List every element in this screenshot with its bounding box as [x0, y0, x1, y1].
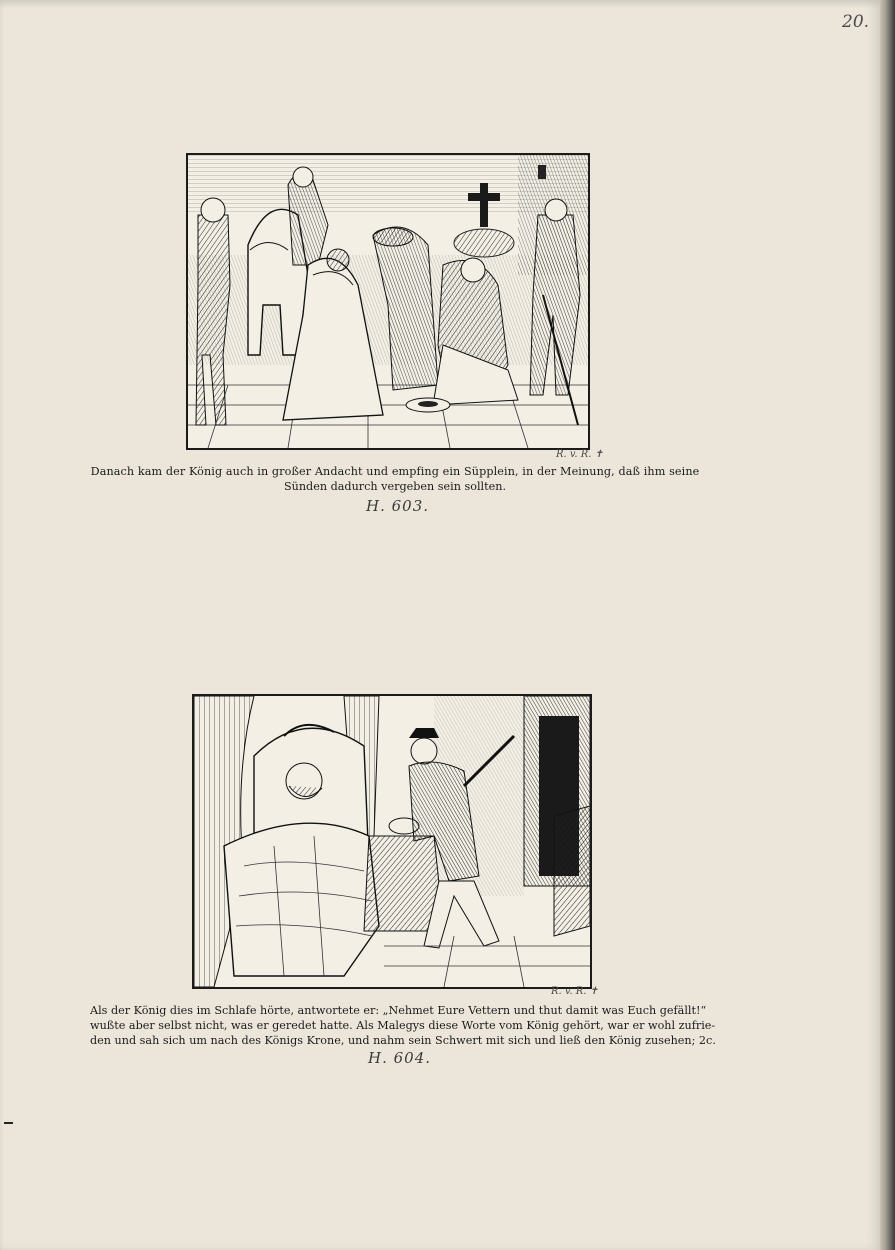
caption-1	[90, 464, 700, 494]
handwritten-reference-2: H. 604.	[368, 1049, 432, 1067]
engraving-1-artwork	[188, 155, 588, 448]
caption-2-line-1: Als der König dies im Schlafe hörte, antwortete er: „Nehmet Eure Vettern und thut damit was Euch gefällt!“	[90, 1004, 707, 1017]
page-number: 20.	[842, 12, 870, 32]
engraver-signature-1: R. v. R. ✝	[556, 449, 603, 460]
caption-1-line-2: Sünden dadurch vergeben sein sollten.	[283, 480, 507, 493]
caption-2	[90, 1003, 716, 1048]
handwritten-reference-1: H. 603.	[366, 497, 430, 515]
engraving-1-king-receives-soup	[186, 153, 590, 450]
engraving-2-artwork	[194, 696, 590, 987]
engraver-signature-2: R. v. R. ✝	[551, 986, 598, 997]
caption-2-line-2: wußte aber selbst nicht, was er geredet hatte. Als Malegys diese Worte vom König gehört, war er wohl zufrie-	[90, 1019, 716, 1032]
caption-1-line-1: Danach kam der König auch in großer Andacht und empfing ein Süpplein, in der Meinung, daß ihm seine	[90, 465, 700, 478]
caption-2-line-3: den und sah sich um nach des Königs Krone, und nahm sein Schwert mit sich und ließ den König zusehen; 2c.	[90, 1034, 716, 1047]
margin-mark	[4, 1122, 13, 1124]
page-edge	[880, 0, 895, 1250]
engraving-2-malegys-takes-crown	[192, 694, 592, 989]
